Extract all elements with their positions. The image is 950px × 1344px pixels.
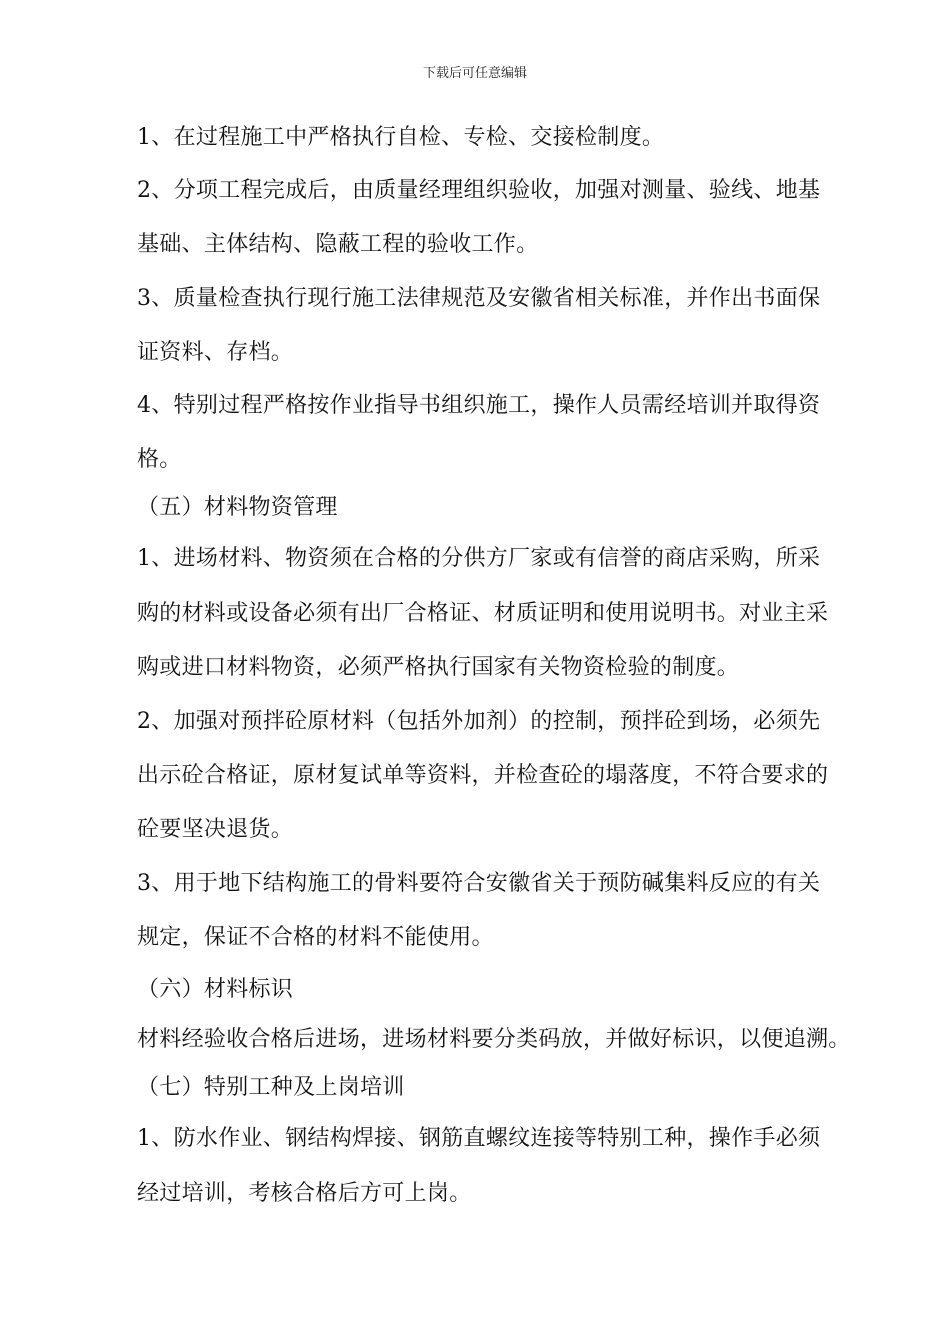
text-line: 格。	[137, 447, 182, 472]
text-line: 购或进口材料物资，必须严格执行国家有关物资检验的制度。	[137, 655, 740, 680]
text-line: 1、进场材料、物资须在合格的分供方厂家或有信誉的商店采购，所采	[137, 546, 821, 571]
section-heading: （五）材料物资管理	[137, 495, 338, 520]
text-line: 经过培训，考核合格后方可上岗。	[137, 1181, 472, 1206]
text-line: 1、在过程施工中严格执行自检、专检、交接检制度。	[137, 125, 665, 150]
text-line: 3、用于地下结构施工的骨料要符合安徽省关于预防碱集料反应的有关	[137, 871, 821, 896]
text-line: 规定，保证不合格的材料不能使用。	[137, 925, 494, 950]
text-line: 2、分项工程完成后，由质量经理组织验收，加强对测量、验线、地基	[137, 178, 821, 203]
text-line: 1、防水作业、钢结构焊接、钢筋直螺纹连接等特别工种，操作手必须	[137, 1126, 821, 1151]
section-heading: （七）特别工种及上岗培训	[137, 1075, 405, 1100]
text-line: 4、特别过程严格按作业指导书组织施工，操作人员需经培训并取得资	[137, 393, 821, 418]
text-line: 2、加强对预拌砼原材料（包括外加剂）的控制，预拌砼到场，必须先	[137, 709, 821, 734]
text-line: 基础、主体结构、隐蔽工程的验收工作。	[137, 232, 539, 257]
text-line: 购的材料或设备必须有出厂合格证、材质证明和使用说明书。对业主采	[137, 601, 829, 626]
text-line: 砼要坚决退货。	[137, 817, 294, 842]
section-heading: （六）材料标识	[137, 977, 294, 1002]
text-line: 3、质量检查执行现行施工法律规范及安徽省相关标准，并作出书面保	[137, 286, 821, 311]
text-line: 证资料、存档。	[137, 340, 294, 365]
text-line: 材料经验收合格后进场，进场材料要分类码放，并做好标识，以便追溯。	[137, 1027, 851, 1052]
text-line: 出示砼合格证，原材复试单等资料，并检查砼的塌落度，不符合要求的	[137, 763, 829, 788]
page-header: 下载后可任意编辑	[422, 66, 527, 81]
